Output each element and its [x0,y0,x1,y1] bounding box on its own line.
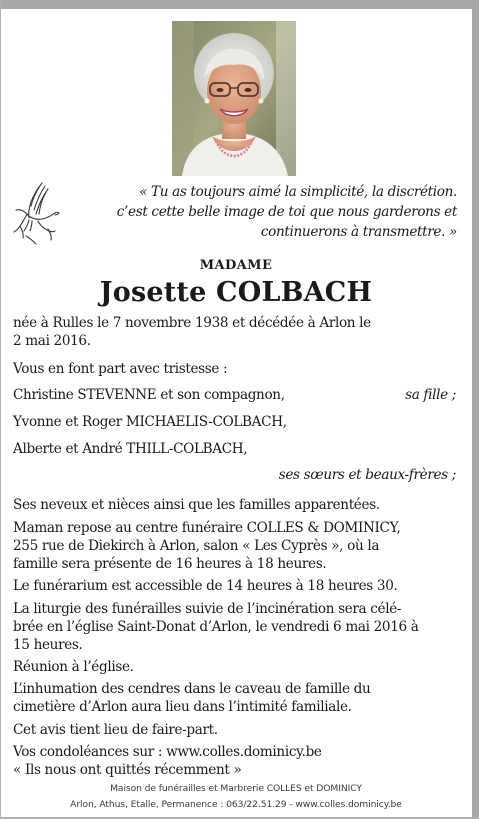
honorific-title: MADAME [199,258,273,273]
frame-top [0,0,479,9]
meeting-paragraph: Réunion à l’église. [13,659,134,675]
quote-line: c’est cette belle image de toi que nous garderons et [116,204,457,220]
family-row [13,440,456,458]
family-row [13,413,456,431]
text-line: née à Rulles le 7 novembre 1938 et décédée à Arlon le [13,315,371,331]
text-line: 15 heures. [13,637,83,653]
family-relation: ses sœurs et beaux-frères ; [278,467,456,483]
text-line: 2 mai 2016. [13,333,91,349]
frame-left [0,0,1,819]
portrait-photo [172,21,296,176]
text-line: famille sera présente de 16 heures à 18 heures. [13,556,327,572]
text-line: La liturgie des funérailles suivie de l’incinération sera célé- [13,601,402,617]
dove-icon [12,180,62,246]
birth-death-text [13,314,459,350]
condolences-paragraph [13,743,459,779]
liturgy-paragraph [13,600,459,654]
condolences-link-text: Vos condoléances sur : www.colles.dominicy.be [13,744,322,760]
burial-paragraph [13,680,459,716]
quote-line: continuerons à transmettre. » [260,224,457,240]
text-line: 255 rue de Diekirch à Arlon, salon « Les Cyprès », où la [13,538,380,554]
text-line: brée en l’église Saint-Donat d’Arlon, le vendredi 6 mai 2016 à [13,619,419,635]
frame-right [472,0,479,819]
funerarium-paragraph: Le funérarium est accessible de 14 heures à 18 heures 30. [13,578,398,594]
family-member-name: Christine STEVENNE et son compagnon, [13,387,285,403]
text-line: L’inhumation des cendres dans le caveau de famille du [13,681,371,697]
memorial-quote [80,182,457,242]
family-relation: sa fille ; [405,387,456,403]
text-line: « Ils nous ont quittés récemment » [13,762,242,778]
footer-contact: Arlon, Athus, Etalle, Permanence : 063/22.51.29 - www.colles.dominicy.be [70,799,402,810]
family-row [13,386,456,404]
quote-line: « Tu as toujours aimé la simplicité, la discrétion. [139,184,457,200]
announce-text: Vous en font part avec tristesse : [13,361,228,377]
text-line: cimetière d’Arlon aura lieu dans l’intimité familiale. [13,699,352,715]
footer-company: Maison de funérailles et Marbrerie COLLES et DOMINICY [110,783,362,794]
family-member-name: Alberte et André THILL-COLBACH, [13,441,248,457]
text-line: Maman repose au centre funéraire COLLES & DOMINICY, [13,520,401,536]
notice-paragraph: Cet avis tient lieu de faire-part. [13,722,218,738]
relatives-paragraph: Ses neveux et nièces ainsi que les familles apparentées. [13,497,380,513]
family-member-name: Yvonne et Roger MICHAELIS-COLBACH, [13,414,287,430]
deceased-name: Josette COLBACH [99,277,373,308]
repose-paragraph [13,519,459,573]
